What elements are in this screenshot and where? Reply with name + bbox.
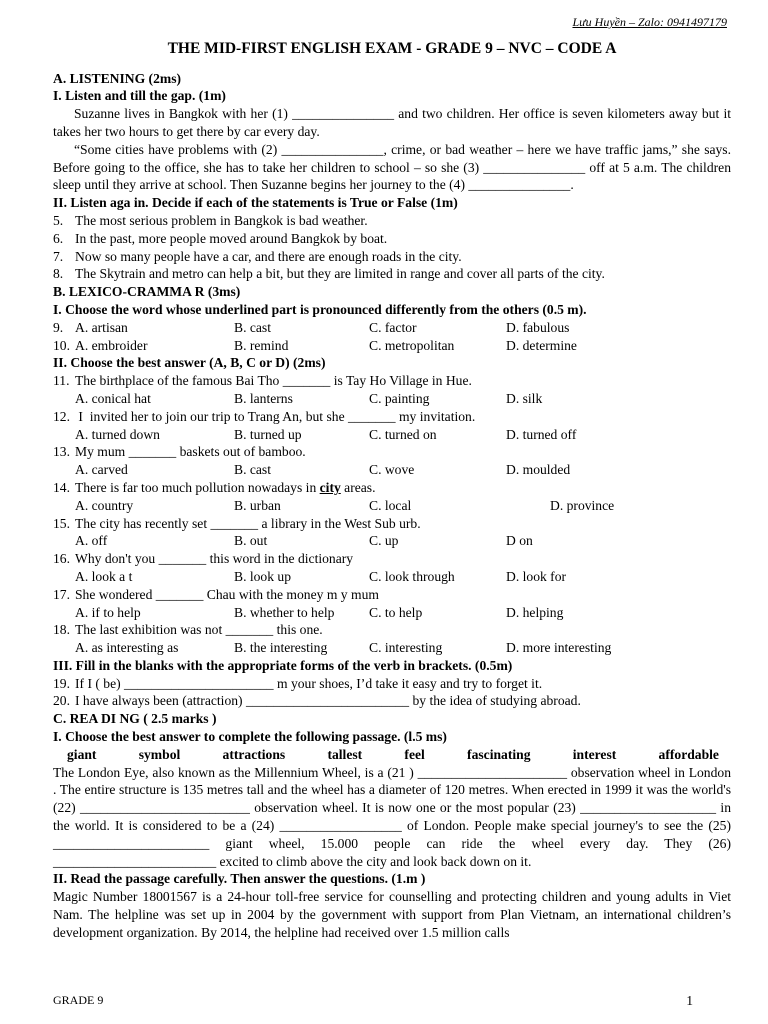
statement-item [53, 265, 731, 283]
word-bank [53, 746, 731, 764]
answer-option: D. province [550, 497, 615, 513]
question-stem [53, 443, 731, 461]
statement-number: 7. [53, 248, 64, 264]
answer-option: C. interesting [369, 640, 443, 656]
question-text: The city has recently set _______ a library in the West Sub urb. [75, 515, 421, 531]
statement-number: 8. [53, 266, 64, 282]
answer-option: D. look for [506, 568, 567, 584]
answer-option: A. artisan [75, 319, 128, 335]
subsection-heading: I. Listen and till the gap. (1m) [53, 88, 226, 104]
header-note: Lưu Huyền – Zalo: 0941497179 [572, 15, 727, 29]
word-bank-item: attractions [222, 746, 286, 762]
answer-option: B. cast [234, 319, 271, 335]
question-stem [53, 372, 731, 390]
question-number: 20. [53, 693, 70, 709]
question-text: If I ( be) ______________________ m your shoes, I’d take it easy and try to forget it. [75, 675, 543, 691]
subsection-heading: II. Listen aga in. Decide if each of the statements is True or False (1m) [53, 195, 458, 211]
answer-option: B. remind [234, 337, 289, 353]
answer-option: C. local [369, 497, 412, 513]
statement-text: The most serious problem in Bangkok is bad weather. [75, 212, 368, 228]
question-text: Why don't you _______ this word in the dictionary [75, 551, 354, 567]
answer-option: C. factor [369, 319, 417, 335]
answer-options [53, 461, 731, 479]
answer-option: C. turned on [369, 426, 437, 442]
answer-option: C. look through [369, 568, 455, 584]
question-text-part: areas. [340, 479, 376, 495]
answer-option: B. out [234, 533, 268, 549]
answer-options [53, 568, 731, 586]
page-footer [53, 992, 693, 1010]
statement-item [53, 212, 731, 230]
exam-page [53, 14, 731, 942]
statement-number: 5. [53, 212, 64, 228]
section-heading: B. LEXICO-CRAMMA R (3ms) [53, 284, 241, 300]
answer-options [53, 604, 731, 622]
answer-option: A. as interesting as [75, 640, 179, 656]
answer-option: A. if to help [75, 604, 141, 620]
pronunciation-questions [53, 319, 731, 355]
answer-option: A. look a t [75, 568, 133, 584]
word-bank-item: symbol [138, 746, 181, 762]
reading-passage-2: Magic Number 18001567 is a 24-hour toll-free service for counselling and protecting children and young adults in Viet Nam. The helpline was set up in 2004 by the government with support from Plan Vietnam, an international children’s development organization. By 2014, the helpline had received over 1.5 million calls [53, 889, 731, 940]
section-heading: A. LISTENING (2ms) [53, 70, 182, 86]
answer-option: A. country [75, 497, 134, 513]
answer-option: B. look up [234, 568, 292, 584]
answer-option: B. turned up [234, 426, 302, 442]
answer-option: B. the interesting [234, 640, 328, 656]
answer-option: D on [506, 533, 533, 549]
answer-option: B. urban [234, 497, 281, 513]
question-number: 19. [53, 675, 70, 691]
answer-option: A. conical hat [75, 390, 151, 406]
answer-option: B. cast [234, 462, 271, 478]
subsection-heading: I. Choose the best answer to complete the following passage. (l.5 ms) [53, 729, 447, 745]
answer-options [53, 426, 731, 444]
question-stem [53, 408, 731, 426]
question-number: 16. [53, 551, 70, 567]
answer-option: C. to help [369, 604, 423, 620]
question-stem [53, 479, 731, 497]
word-bank-item: fascinating [467, 746, 531, 762]
answer-options [53, 390, 731, 408]
question-number: 17. [53, 586, 70, 602]
answer-option: D. more interesting [506, 640, 612, 656]
question-text [75, 479, 376, 497]
page-title: THE MID-FIRST ENGLISH EXAM - GRADE 9 – NVC – CODE A [167, 39, 617, 57]
question-number: 9. [53, 319, 64, 335]
section-heading: C. REA DI NG ( 2.5 marks ) [53, 711, 217, 727]
question-stem [53, 515, 731, 533]
answer-options [53, 497, 731, 515]
question-number: 18. [53, 622, 70, 638]
answer-option: C. wove [369, 462, 415, 478]
answer-option: D. helping [506, 604, 564, 620]
statement-list [53, 212, 731, 283]
answer-option: A. off [75, 533, 108, 549]
answer-option: C. up [369, 533, 399, 549]
question-number: 15. [53, 515, 70, 531]
underlined-word: city [319, 479, 341, 495]
answer-option: D. turned off [506, 426, 577, 442]
statement-text: The Skytrain and metro can help a bit, but they are limited in range and cover all parts of the city. [75, 266, 605, 282]
fill-item [53, 675, 731, 693]
word-bank-item: tallest [327, 746, 363, 762]
question-number: 13. [53, 444, 70, 460]
answer-option: D. silk [506, 390, 543, 406]
answer-option: D. determine [506, 337, 577, 353]
answer-option: A. turned down [75, 426, 160, 442]
question-stem [53, 586, 731, 604]
word-bank-item: giant [67, 746, 97, 762]
question-text: I have always been (attraction) ________________________ by the idea of studying abroad. [75, 693, 581, 709]
reading-passage: The London Eye, also known as the Millennium Wheel, is a (21 ) ______________________ observation wheel in London . The entire structure is 135 metres tall and the wheel has a diameter of 120 metres. When erected in 1999 it was the world's (22) _________________________ observation wheel. It is now one or the most popular (23) ____________________ in the world. It is considered to be a (24) __________________ of London. People make special journey's to see the (25) _______________________ giant wheel, 15.000 people can ride the wheel every day. They (26) ________________________ excited to climb above the city and look back down on it. [53, 764, 731, 869]
question-stem [53, 550, 731, 568]
answer-option: D. moulded [506, 462, 571, 478]
question-text: The birthplace of the famous Bai Tho _______ is Tay Ho Village in Hue. [75, 373, 472, 389]
statement-item [53, 230, 731, 248]
footer-grade: GRADE 9 [53, 993, 104, 1007]
question-text-part: There is far too much pollution nowadays in [75, 479, 320, 495]
answer-option: C. painting [369, 390, 430, 406]
answer-options [53, 532, 731, 550]
answer-options [53, 639, 731, 657]
answer-option: D. fabulous [506, 319, 570, 335]
fill-item [53, 692, 731, 710]
question-number: 10. [53, 337, 70, 353]
statement-number: 6. [53, 230, 64, 246]
statement-item [53, 248, 731, 266]
answer-option: A. embroider [75, 337, 148, 353]
question-text: She wondered _______ Chau with the money m y mum [75, 586, 379, 602]
subsection-heading: III. Fill in the blanks with the appropriate forms of the verb in brackets. (0.5m) [53, 657, 513, 673]
question-number: 12. [53, 408, 70, 424]
page-number: 1 [686, 993, 693, 1008]
subsection-heading: II. Choose the best answer (A, B, C or D) (2ms) [53, 355, 326, 371]
answer-option: B. whether to help [234, 604, 335, 620]
subsection-heading: II. Read the passage carefully. Then answer the questions. (1.m ) [53, 871, 426, 887]
statement-text: In the past, more people moved around Bangkok by boat. [75, 230, 388, 246]
word-bank-item: interest [572, 746, 617, 762]
question-number: 14. [53, 479, 70, 495]
question-text: My mum _______ baskets out of bamboo. [75, 444, 306, 460]
question-number: 11. [53, 373, 70, 389]
answer-option: C. metropolitan [369, 337, 455, 353]
pronunciation-row [53, 337, 731, 355]
paragraph: Suzanne lives in Bangkok with her (1) _______________ and two children. Her office is seven kilometers away but it takes her two hours to get there by car every day. [53, 106, 731, 139]
multiple-choice-questions [53, 372, 731, 657]
question-text: I invited her to join our trip to Trang An, but she _______ my invitation. [75, 408, 476, 424]
verb-form-questions [53, 675, 731, 711]
statement-text: Now so many people have a car, and there are enough roads in the city. [75, 248, 462, 264]
subsection-heading: I. Choose the word whose underlined part is pronounced differently from the others (0.5 m). [53, 301, 587, 317]
word-bank-item: affordable [658, 746, 719, 762]
answer-option: A. carved [75, 462, 128, 478]
question-text: The last exhibition was not _______ this one. [75, 622, 323, 638]
question-stem [53, 621, 731, 639]
pronunciation-row [53, 319, 731, 337]
paragraph: “Some cities have problems with (2) _______________, crime, or bad weather – here we have traffic jams,” she says. Before going to the office, she has to take her children to school – so she (3) _______________ off at 5 a.m. The children sleep until they arrive at school. Then Suzanne begins her journey to the (4) _______________. [53, 141, 731, 193]
answer-option: B. lanterns [234, 390, 293, 406]
word-bank-item: feel [404, 746, 425, 762]
